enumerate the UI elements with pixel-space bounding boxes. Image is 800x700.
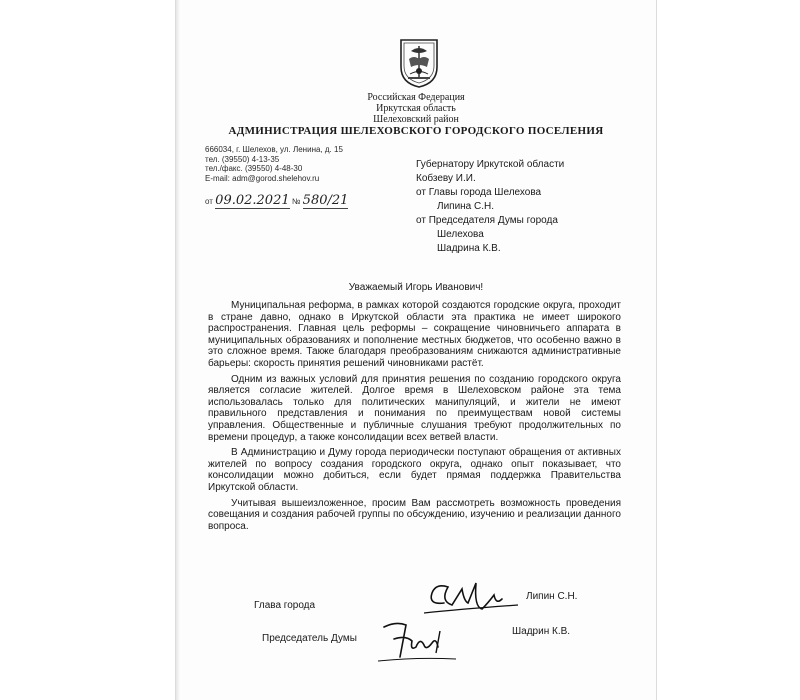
header-region: Иркутская область: [376, 103, 456, 114]
reg-number-label: №: [291, 197, 301, 206]
paragraph: Муниципальная реформа, в рамках которой создаются городские округа, проходит в стране давно, однако в Иркутской области эта практика не имеет широкого распространения. Главная цель реформы – сокращение чиновничьего аппарата в муниципальных образованиях и пополнение местных бюджетов, что особенно важно в это сложное время. Также благодаря преобразованиям снижаются административные барьеры: скорость принятия решений чиновниками растёт.: [208, 300, 621, 369]
contact-fax: тел./факс. (39550) 4-48-30: [205, 164, 303, 173]
letter-page: [175, 0, 657, 700]
signature-duma: [376, 617, 461, 665]
paragraph: Учитывая вышеизложенное, просим Вам рассмотреть возможность проведения совещания и создания рабочей группы по обсуждению, изучению и реализации данного вопроса.: [208, 497, 621, 532]
paragraph: Одним из важных условий для принятия решения по созданию городского округа является согласие жителей. Долгое время в Шелеховском районе эта тема использовалась только для политических манипуляций, и жители не имеют правильного представления и понимания по преимуществам новой системы управления. Общественные и публичные слушания требуют продолжительных по времени процедур, а также консолидации всех ветвей власти.: [208, 373, 621, 443]
letterhead: [176, 92, 656, 137]
addressee-line: Шадрина К.В.: [437, 243, 501, 254]
contact-address: 666034, г. Шелехов, ул. Ленина, д. 15: [205, 145, 343, 154]
signer-role-head: Глава города: [254, 600, 316, 611]
addressee-line: от Главы города Шелехова: [416, 187, 542, 198]
header-organization: АДМИНИСТРАЦИЯ ШЕЛЕХОВСКОГО ГОРОДСКОГО ПОСЕЛЕНИЯ: [228, 125, 604, 137]
contact-phone: тел. (39550) 4-13-35: [205, 154, 280, 164]
reg-date: 09.02.2021: [215, 193, 290, 208]
coat-of-arms-icon: [398, 37, 440, 89]
registration-line: [205, 193, 365, 211]
contact-email: E-mail: adm@gorod.shelehov.ru: [205, 173, 320, 183]
header-country: Российская Федерация: [367, 92, 465, 103]
signer-name-head: Липин С.Н.: [526, 591, 578, 602]
signer-role-duma: Председатель Думы: [262, 633, 357, 644]
header-district: Шелеховский район: [373, 114, 459, 125]
contact-block: [205, 145, 405, 183]
reg-prefix: от: [205, 197, 213, 206]
addressee-line: Липина С.Н.: [437, 201, 495, 212]
signer-name-duma: Шадрин К.В.: [512, 626, 571, 637]
paragraph: В Администрацию и Думу города периодически поступают обращения от активных жителей по вопросу создания городского округа, однако опыт показывает, что консолидации можно добиться, если будет прямая поддержка Правительства Иркутской области.: [208, 447, 621, 493]
addressee-line: Кобзеву И.И.: [416, 173, 476, 184]
addressee-line: от Председателя Думы города: [416, 215, 558, 226]
addressee-line: Шелехова: [437, 229, 484, 240]
salutation: Уважаемый Игорь Иванович!: [348, 282, 484, 293]
reg-number: 580/21: [302, 193, 349, 208]
addressee-block: [416, 158, 646, 256]
addressee-line: Губернатору Иркутской области: [416, 159, 565, 170]
letter-body: [208, 300, 621, 536]
